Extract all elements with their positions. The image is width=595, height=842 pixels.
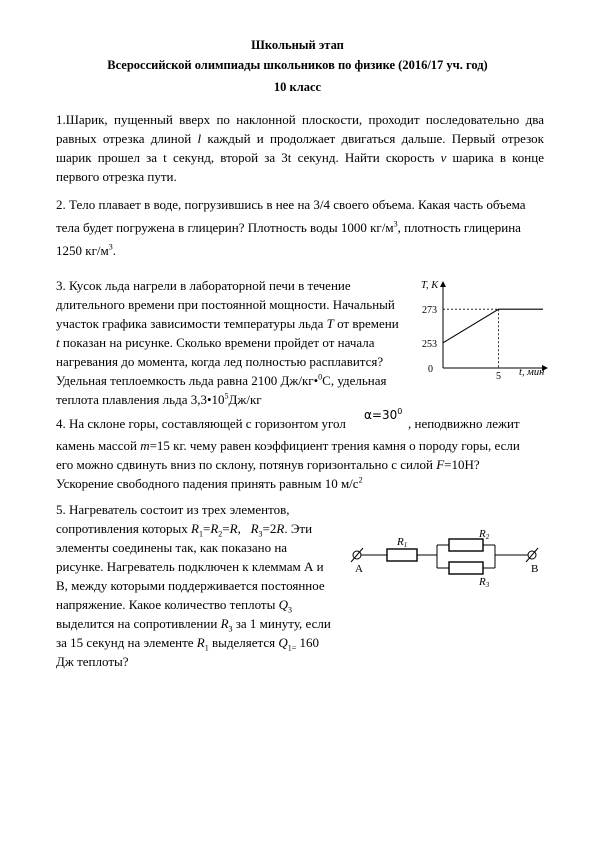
task-1 xyxy=(56,110,544,186)
header-grade: 10 класс xyxy=(273,80,322,94)
task-5-line-3: элементы соединены так, как показано на xyxy=(56,540,288,555)
temperature-time-chart xyxy=(405,272,555,384)
task-3-line-5: нагревания до момента, когда лед полностью расплавится? xyxy=(56,354,384,369)
task-5 xyxy=(56,500,346,671)
terminal-b-label: B xyxy=(531,563,539,575)
terminal-a-label: A xyxy=(355,563,363,575)
header-school-stage: Школьный этап xyxy=(251,38,344,52)
task-3-line-4: t показан на рисунке. Сколько времени пройдет от начала xyxy=(56,335,375,350)
resistor-r2-label: R2 xyxy=(479,528,490,541)
task-4-line-2: камень массой m=15 кг. чему равен коэффициент трения камня о породу горы, если xyxy=(56,438,520,453)
task-3-line-2: длительного времени при постоянной мощности. Начальный xyxy=(56,297,395,312)
task-2-line-3: 1250 $кг/м^3$. xyxy=(56,242,116,258)
task-3-line-1: 3. Кусок льда нагрели в лабораторной печи в течение xyxy=(56,278,351,293)
chart-x-tick-5: 5 xyxy=(496,371,502,382)
task-5-line-9: Дж теплоты? xyxy=(56,654,129,669)
resistor-r3 xyxy=(449,562,483,574)
task-4-line-3: его можно сдвинуть вниз по склону, потянув горизонтально с силой F=10Н? xyxy=(56,457,480,472)
task-1-line-4: первого отрезка пути. xyxy=(56,169,177,184)
task-5-line-6: напряжение. Какое количество теплоты $Q_3$ xyxy=(56,597,292,615)
chart-y-tick-273: 273 xyxy=(422,305,437,317)
task-2-line-1: 2. Тело плавает в воде, погрузившись в нее на 3/4 своего объема. Какая часть объема xyxy=(56,197,526,212)
task-1-line-1: 1.Шарик, пущенный вверх по наклонной плоскости, проходит последовательно два xyxy=(56,112,544,127)
task-5-line-5: В, между которыми поддерживается постоянное xyxy=(56,578,325,593)
chart-origin-label: 0 xyxy=(428,364,433,375)
task-2-line-2: тела будет погружена в глицерин? Плотность воды 1000 $кг/м^3$, плотность глицерина xyxy=(56,219,521,235)
circuit-diagram xyxy=(345,525,550,590)
task-4-line-1b: , неподвижно лежит xyxy=(408,416,520,431)
task-3 xyxy=(56,276,401,409)
task-4-angle: $\alpha=30^0$ xyxy=(364,407,403,422)
resistor-r2 xyxy=(449,539,483,551)
chart-y-tick-253: 253 xyxy=(422,338,437,350)
task-3-line-6: Удельная теплоемкость льда равна 2100 Дж/кг•$^0$С, удельная xyxy=(56,372,387,388)
task-4 xyxy=(56,436,556,493)
task-1-line-3: шарик прошел за t секунд, второй за 3t секунд. Найти скорость v шарика в конце xyxy=(56,150,544,165)
header-olympiad-title: Всероссийской олимпиады школьников по физике (2016/17 уч. год) xyxy=(107,58,488,72)
task-5-line-1: 5. Нагреватель состоит из трех элементов, xyxy=(56,502,290,517)
task-2 xyxy=(56,195,544,260)
chart-y-label: T, K xyxy=(421,280,439,291)
resistor-r1-label: R1 xyxy=(397,536,408,549)
task-5-line-4: рисунке. Нагреватель подключен к клеммам А и xyxy=(56,559,324,574)
chart-series-line xyxy=(443,309,543,343)
task-3-line-3: участок графика зависимости температуры льда T от времени xyxy=(56,316,399,331)
task-5-line-7: выделится на сопротивлении $R_3$ за 1 минуту, если xyxy=(56,616,331,634)
task-1-line-2: равных отрезка длиной l каждый и продолжает двигаться дальше. Первый отрезок xyxy=(56,131,544,146)
task-3-line-7: теплота плавления льда $3,3•10^5Дж/кг$ xyxy=(56,391,262,407)
task-5-line-8: за 15 секунд на элементе $R_1$ выделяется $Q_{1=}$ 160 xyxy=(56,635,319,653)
task-4-line-4: Ускорение свободного падения принять равным 10 $м/с^2$ xyxy=(56,475,363,491)
resistor-r1 xyxy=(387,549,417,561)
task-4-line-1: 4. На склоне горы, составляющей с горизонтом угол xyxy=(56,416,346,431)
task-5-line-2: сопротивления которых $R_1=R_2=R$, $R_3=2R$. Эти xyxy=(56,521,313,539)
chart-x-label: t, мин xyxy=(519,367,545,378)
resistor-r3-label: R3 xyxy=(479,576,490,589)
